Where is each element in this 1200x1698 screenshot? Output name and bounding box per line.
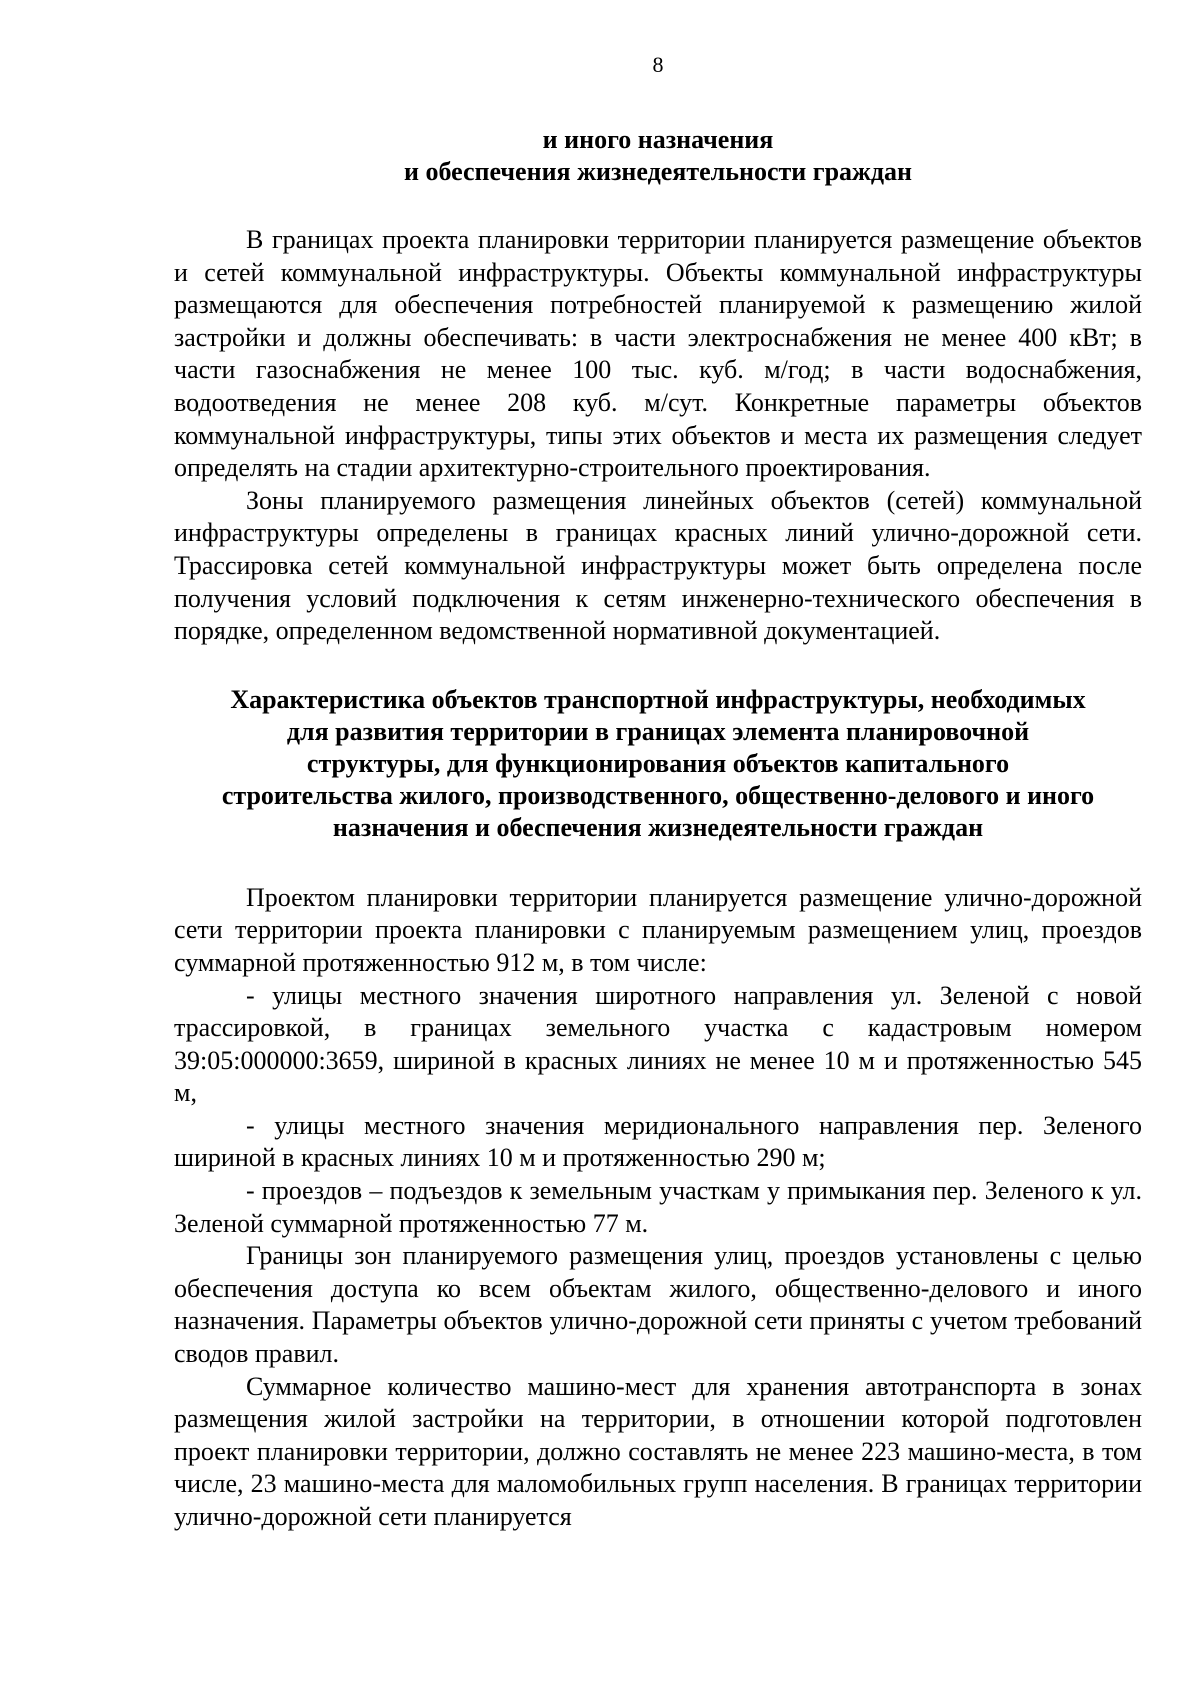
heading-line: структуры, для функционирования объектов капитального [306,748,1010,778]
heading-line: Характеристика объектов транспортной инфраструктуры, необходимых [230,684,1086,714]
paragraph-linear-objects-zones: Зоны планируемого размещения линейных объектов (сетей) коммунальной инфраструктуры определены в границах красных линий улично-дорожной сети. Трассировка сетей коммунальной инфраструктуры может быть определена после получения условий подключения к сетям инженерно-технического обеспечения в порядке, определенном ведомственной нормативной документацией. [174,485,1142,646]
heading-line: строительства жилого, производственного, общественно-делового и иного [221,780,1095,810]
list-item-driveways: - проездов – подъездов к земельным участкам у примыкания пер. Зеленого к ул. Зеленой суммарной протяженностью 77 м. [174,1176,1142,1238]
paragraph-utilities-infrastructure: В границах проекта планировки территории планируется размещение объектов и сетей коммунальной инфраструктуры. Объекты коммунальной инфраструктуры размещаются для обеспечения потребностей планируемой к размещению жилой застройки и должны обеспечивать: в части электроснабжения не менее 400 кВт; в части газоснабжения не менее 100 тыс. куб. м/год; в части водоснабжения, водоотведения не менее 208 куб. м/сут. Конкретные параметры объектов коммунальной инфраструктуры, типы этих объектов и места их размещения следует определять на стадии архитектурно-строительного проектирования. [174,225,1142,483]
heading-line: для развития территории в границах элемента планировочной [286,716,1030,746]
paragraph-parking-spaces: Суммарное количество машино-мест для хранения автотранспорта в зонах размещения жилой застройки на территории, в отношении которой подготовлен проект планировки территории, должно составлять не менее 223 машино-места, в том числе, 23 машино-места для маломобильных групп населения. В границах территории улично-дорожной сети планируется [174,1371,1142,1531]
document-page [174,50,1142,1534]
paragraph-road-network-intro: Проектом планировки территории планируется размещение улично-дорожной сети территории проекта планировки с планируемым размещением улиц, проездов суммарной протяженностью 912 м, в том числе: [174,882,1142,977]
section-heading-continuation [174,124,1142,188]
paragraph-zone-boundaries: Границы зон планируемого размещения улиц, проездов установлены с целью обеспечения доступа ко всем объектам жилого, общественно-делового и иного назначения. Параметры объектов улично-дорожной сети приняты с учетом требований сводов правил. [174,1241,1142,1369]
heading-line: и обеспечения жизнедеятельности граждан [403,157,913,186]
heading-line: и иного назначения [542,125,774,154]
list-item-zeleny-lane: - улицы местного значения меридионального направления пер. Зеленого шириной в красных линиях 10 м и протяженностью 290 м; [174,1110,1142,1173]
section-heading-transport [174,684,1142,844]
page-number: 8 [652,52,664,77]
heading-line: назначения и обеспечения жизнедеятельности граждан [332,812,984,842]
list-item-zelenaya-street: - улицы местного значения широтного направления ул. Зеленой с новой трассировкой, в границах земельного участка с кадастровым номером 39:05:000000:3659, шириной в красных линиях не менее 10 м и протяженностью 545 м, [174,980,1142,1108]
